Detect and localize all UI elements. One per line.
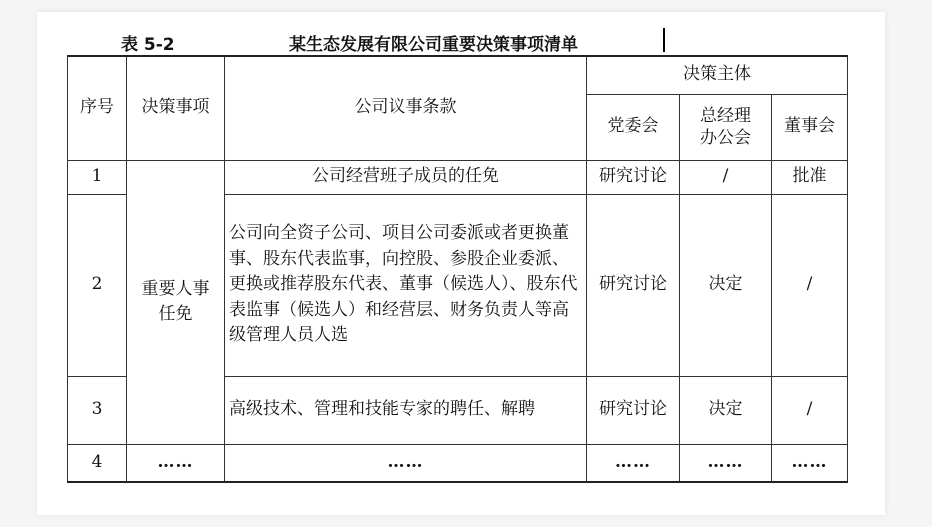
table-row [68, 160, 848, 194]
table-title: 某生态发展有限公司重要决策事项清单 [289, 35, 578, 55]
table-number: 表 5-2 [121, 35, 175, 55]
header-matter: 决策事项 [127, 56, 225, 160]
header-row [68, 56, 848, 94]
document-page [37, 12, 885, 515]
table-row [68, 444, 848, 482]
header-seq: 序号 [68, 56, 127, 160]
row2-clause: 公司向全资子公司、项目公司委派或者更换董事、股东代表监事，向控股、参股企业委派、更换或推荐股东代表、董事（候选人）、股东代表监事（候选人）和经营层、财务负责人等高级管理人员人选 [225, 194, 587, 376]
row1-board: 批准 [772, 160, 848, 194]
row4-seq: 4 [68, 444, 127, 482]
row3-gm: 决定 [680, 376, 772, 444]
row2-seq: 2 [68, 194, 127, 376]
row3-party: 研究讨论 [587, 376, 680, 444]
table-caption [67, 26, 847, 54]
header-gm: 总经理办公会 [680, 94, 772, 160]
row4-gm: …… [680, 444, 772, 482]
row4-clause: …… [225, 444, 587, 482]
row1-gm: / [680, 160, 772, 194]
header-clause: 公司议事条款 [225, 56, 587, 160]
row2-party: 研究讨论 [587, 194, 680, 376]
decision-table [67, 55, 848, 483]
row4-matter: …… [127, 444, 225, 482]
row1-party: 研究讨论 [587, 160, 680, 194]
row1-clause: 公司经营班子成员的任免 [225, 160, 587, 194]
row2-gm: 决定 [680, 194, 772, 376]
header-board: 董事会 [772, 94, 848, 160]
row3-board: / [772, 376, 848, 444]
text-cursor [663, 28, 665, 52]
row3-seq: 3 [68, 376, 127, 444]
row4-party: …… [587, 444, 680, 482]
header-subject: 决策主体 [587, 56, 848, 94]
row3-clause: 高级技术、管理和技能专家的聘任、解聘 [225, 376, 587, 444]
header-party: 党委会 [587, 94, 680, 160]
merged-matter: 重要人事任免 [127, 160, 225, 444]
row1-seq: 1 [68, 160, 127, 194]
row2-board: / [772, 194, 848, 376]
row4-board: …… [772, 444, 848, 482]
